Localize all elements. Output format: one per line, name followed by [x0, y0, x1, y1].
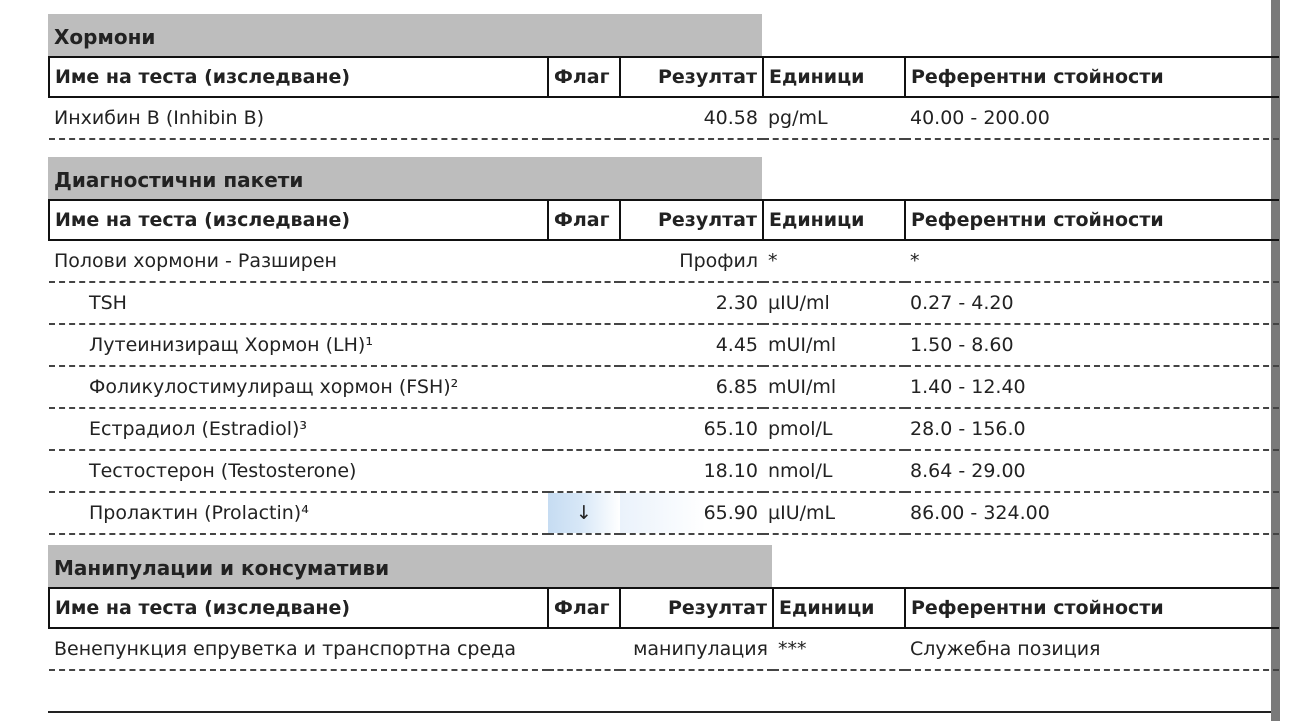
test-name: Лутеинизиращ Хормон (LH)¹: [49, 324, 548, 366]
column-header-reference: Референтни стойности: [905, 588, 1279, 628]
result-cell: 65.90: [620, 492, 763, 534]
reference-cell: 28.0 - 156.0: [905, 408, 1279, 450]
section-title: Хормони: [48, 14, 762, 56]
results-table: [48, 199, 1279, 535]
flag-cell: [548, 97, 620, 139]
table-row: [49, 240, 1279, 282]
test-name: Тестостерон (Testosterone): [49, 450, 548, 492]
column-header-result: Резултат: [620, 200, 763, 240]
column-header-units: Единици: [773, 588, 905, 628]
column-header-reference: Референтни стойности: [905, 200, 1279, 240]
column-header-units: Единици: [763, 200, 905, 240]
units-cell: pmol/L: [763, 408, 905, 450]
section-hormones: [48, 14, 1278, 140]
test-name: TSH: [49, 282, 548, 324]
table-row: [49, 97, 1279, 139]
units-cell: *: [763, 240, 905, 282]
result-cell: 2.30: [620, 282, 763, 324]
units-cell: µIU/ml: [763, 282, 905, 324]
bottom-divider: [48, 711, 1271, 713]
result-cell: 4.45: [620, 324, 763, 366]
column-header-name: Име на теста (изследване): [49, 57, 548, 97]
test-name: Венепункция епруветка и транспортна среда: [49, 628, 548, 670]
units-cell: nmol/L: [763, 450, 905, 492]
reference-cell: 1.40 - 12.40: [905, 366, 1279, 408]
column-header-units: Единици: [763, 57, 905, 97]
table-header-row: [49, 57, 1279, 97]
result-cell: 40.58: [620, 97, 763, 139]
flag-cell: [548, 628, 620, 670]
column-header-flag: Флаг: [548, 57, 620, 97]
table-header-row: [49, 200, 1279, 240]
table-row: [49, 282, 1279, 324]
results-table: [48, 587, 1279, 671]
flag-cell: [548, 282, 620, 324]
result-cell: 6.85: [620, 366, 763, 408]
column-header-name: Име на теста (изследване): [49, 200, 548, 240]
flag-cell: [548, 240, 620, 282]
test-name: Пролактин (Prolactin)⁴: [49, 492, 548, 534]
low-flag-arrow-icon: ↓: [548, 492, 620, 534]
table-row: [49, 450, 1279, 492]
results-table: [48, 56, 1279, 140]
section-manipulations: [48, 545, 1278, 671]
units-cell: pg/mL: [763, 97, 905, 139]
units-cell: mUI/ml: [763, 324, 905, 366]
flag-cell: [548, 366, 620, 408]
reference-cell: 40.00 - 200.00: [905, 97, 1279, 139]
column-header-result: Резултат: [620, 57, 763, 97]
test-name: Естрадиол (Estradiol)³: [49, 408, 548, 450]
result-cell: 18.10: [620, 450, 763, 492]
flag-cell: [548, 324, 620, 366]
table-row: [49, 492, 1279, 534]
table-header-row: [49, 588, 1279, 628]
column-header-flag: Флаг: [548, 588, 620, 628]
section-title: Диагностични пакети: [48, 157, 762, 199]
table-row: [49, 366, 1279, 408]
table-row: [49, 408, 1279, 450]
section-diagnostic-packages: [48, 157, 1278, 535]
reference-cell: *: [905, 240, 1279, 282]
reference-cell: 86.00 - 324.00: [905, 492, 1279, 534]
flag-cell: [548, 408, 620, 450]
table-row: [49, 628, 1279, 670]
reference-cell: Служебна позиция: [905, 628, 1279, 670]
section-title: Манипулации и консумативи: [48, 545, 772, 587]
result-cell: Профил: [620, 240, 763, 282]
result-cell: манипулация: [620, 628, 773, 670]
result-cell: 65.10: [620, 408, 763, 450]
column-header-flag: Флаг: [548, 200, 620, 240]
reference-cell: 0.27 - 4.20: [905, 282, 1279, 324]
column-header-name: Име на теста (изследване): [49, 588, 548, 628]
reference-cell: 1.50 - 8.60: [905, 324, 1279, 366]
reference-cell: 8.64 - 29.00: [905, 450, 1279, 492]
units-cell: ***: [773, 628, 905, 670]
test-name: Фоликулостимулиращ хормон (FSH)²: [49, 366, 548, 408]
flag-cell: [548, 450, 620, 492]
test-name: Инхибин B (Inhibin B): [49, 97, 548, 139]
table-row: [49, 324, 1279, 366]
column-header-result: Резултат: [620, 588, 773, 628]
units-cell: µIU/mL: [763, 492, 905, 534]
units-cell: mUI/ml: [763, 366, 905, 408]
test-name: Полови хормони - Разширен: [49, 240, 548, 282]
column-header-reference: Референтни стойности: [905, 57, 1279, 97]
